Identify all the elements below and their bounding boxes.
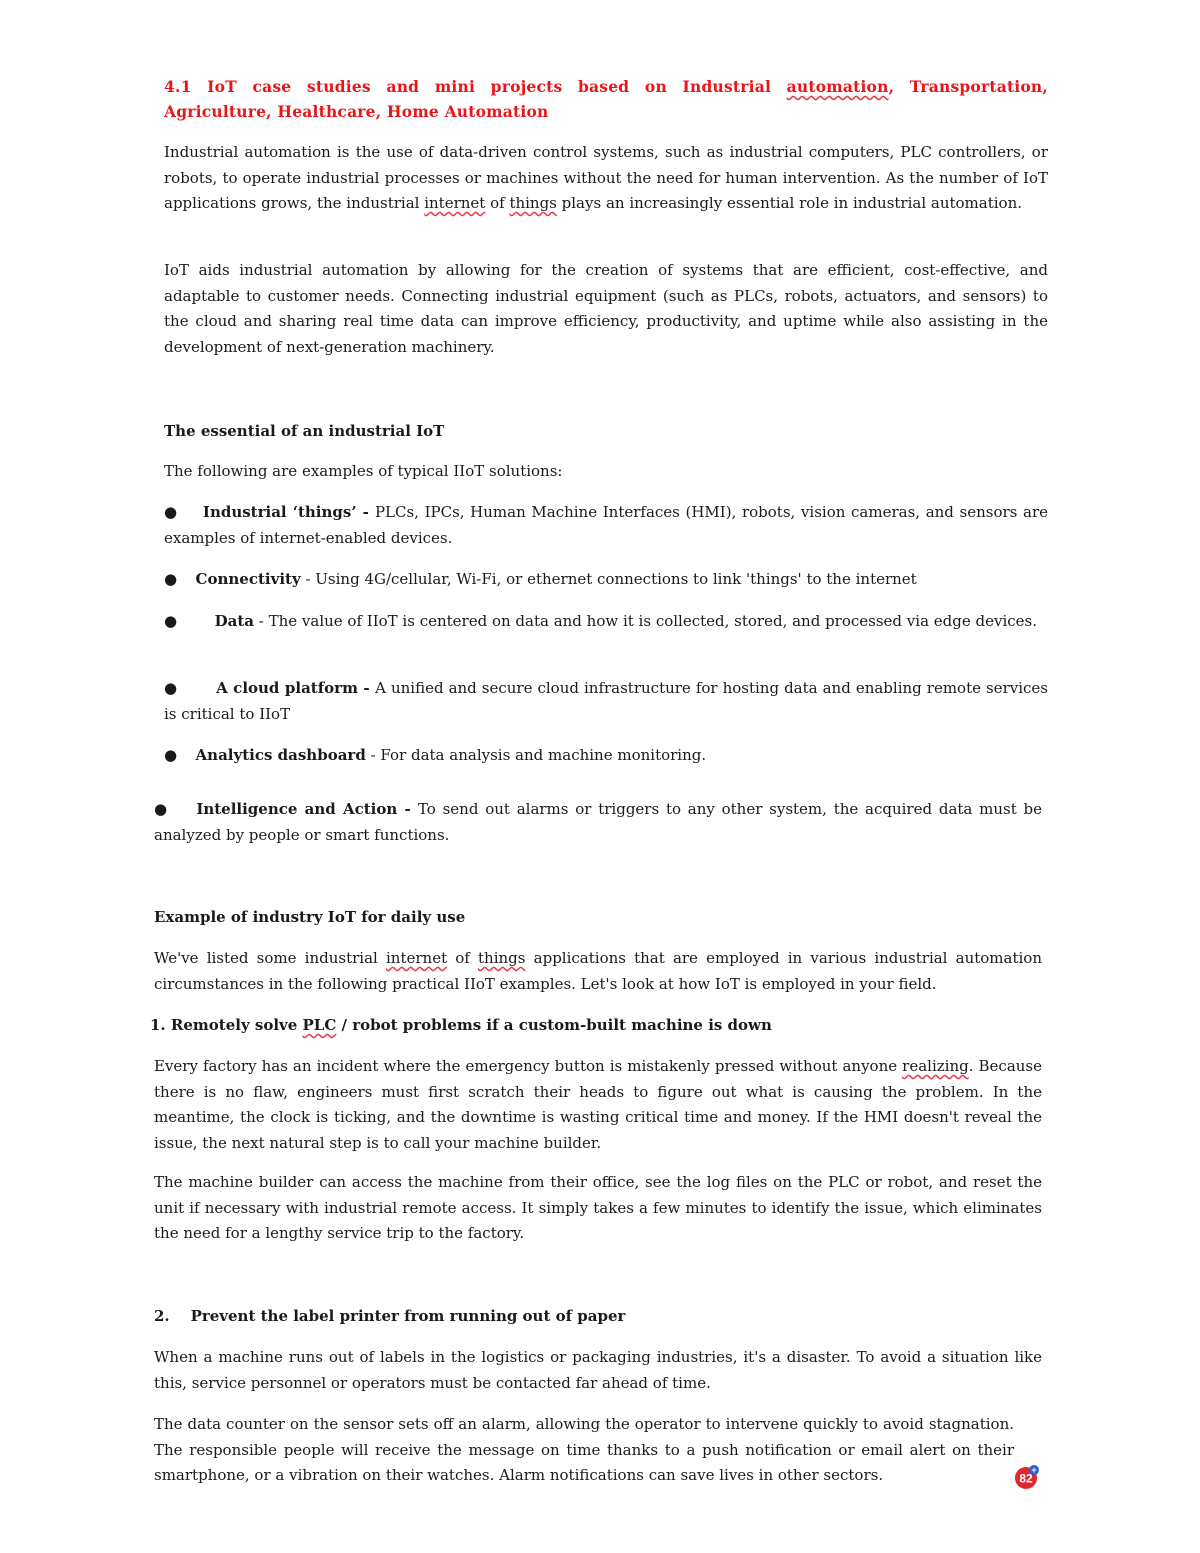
bullet-icon: ● bbox=[164, 503, 178, 521]
bullet-term: Connectivity bbox=[195, 570, 301, 588]
example-intro-things: things bbox=[478, 949, 526, 967]
bullet-term: Industrial ‘things’ - bbox=[202, 503, 375, 521]
case2-paragraph-2: The data counter on the sensor sets off an alarm, allowing the operator to intervene quickly to avoid stagnation. The responsible people will receive the message on time thanks to a push notification or email alert on their smartphone, or a vibration on their watches. Alarm notifications can save lives in other sectors. bbox=[154, 1415, 1014, 1484]
intro-p1-internet: internet bbox=[424, 194, 486, 212]
example-heading: Example of industry IoT for daily use bbox=[154, 908, 466, 926]
case2-heading-number: 2. bbox=[154, 1307, 170, 1325]
case1-p1-text: Every factory has an incident where the emergency button is mistakenly pressed without anyone bbox=[154, 1057, 903, 1075]
case1-heading-text-end: / robot problems if a custom-built machine is down bbox=[336, 1016, 772, 1034]
bullet-icon: ● bbox=[164, 746, 178, 764]
essential-heading: The essential of an industrial IoT bbox=[164, 422, 445, 440]
bullet-text: PLCs, IPCs, Human Machine Interfaces (HMI), robots, vision cameras, and sensors are examples of internet-enabled devices. bbox=[164, 503, 1048, 547]
bullet-text: To send out alarms or triggers to any other system, the acquired data must be analyzed by people or smart functions. bbox=[154, 800, 1042, 844]
bullet-text: A unified and secure cloud infrastructure for hosting data and enabling remote services is critical to IIoT bbox=[164, 679, 1048, 723]
bullet-term: Data bbox=[214, 612, 254, 630]
case1-p1-realizing: realizing bbox=[902, 1057, 969, 1075]
essential-intro: The following are examples of typical IIoT solutions: bbox=[164, 462, 563, 480]
badge-count: 82 bbox=[1019, 1471, 1033, 1486]
bullet-icon: ● bbox=[154, 800, 168, 818]
intro-p1-text-end: plays an increasingly essential role in industrial automation. bbox=[556, 194, 1023, 212]
intro-paragraph-2: IoT aids industrial automation by allowing for the creation of systems that are efficient, cost-effective, and adaptable to customer needs. Connecting industrial equipment (such as PLCs, robots, actuators, and sensors) to the cloud and sharing real time data can improve efficiency, productivity, and uptime while also assisting in the development of next-generation machinery. bbox=[164, 261, 1048, 356]
bullet-icon: ● bbox=[164, 679, 178, 697]
bullet-text: - For data analysis and machine monitoring. bbox=[365, 746, 707, 764]
section-title-text: 4.1 IoT case studies and mini projects based on Industrial bbox=[164, 77, 787, 96]
bullet-term: A cloud platform - bbox=[216, 679, 376, 697]
example-intro-text-end: applications that are employed in various industrial automation circumstances in the following practical IIoT examples. Let's look at how IoT is employed in your field. bbox=[154, 949, 1042, 993]
bullet-term: Analytics dashboard bbox=[195, 746, 366, 764]
bullet-text: - Using 4G/cellular, Wi-Fi, or ethernet connections to link 'things' to the internet bbox=[300, 570, 917, 588]
grammarly-badge-icon[interactable] bbox=[1014, 1464, 1040, 1490]
section-title-automation: automation bbox=[786, 77, 889, 96]
example-intro-internet: internet bbox=[386, 949, 448, 967]
section-title bbox=[164, 74, 1048, 124]
case1-paragraph-1 bbox=[154, 1054, 1042, 1156]
example-intro-text: We've listed some industrial bbox=[154, 949, 386, 967]
case2-heading bbox=[154, 1305, 1042, 1327]
bullet-item-analytics-dashboard bbox=[164, 743, 1048, 769]
bullet-item-connectivity bbox=[164, 567, 1048, 593]
bullet-icon: ● bbox=[164, 612, 178, 630]
case2-heading-text: Prevent the label printer from running out of paper bbox=[190, 1307, 626, 1325]
case1-paragraph-2: The machine builder can access the machine from their office, see the log files on the PLC or robot, and reset the unit if necessary with industrial remote access. It simply takes a few minutes to identify the issue, which eliminates the need for a lengthy service trip to the factory. bbox=[154, 1173, 1042, 1242]
case2-paragraph-1: When a machine runs out of labels in the logistics or packaging industries, it's a disaster. To avoid a situation like this, service personnel or operators must be contacted far ahead of time. bbox=[154, 1348, 1042, 1392]
bullet-item-intelligence-action bbox=[154, 797, 1042, 848]
intro-paragraph-1 bbox=[164, 140, 1048, 217]
case1-heading-plc: PLC bbox=[302, 1016, 337, 1034]
bullet-item-data bbox=[164, 609, 1048, 635]
example-intro bbox=[154, 946, 1042, 997]
bullet-text: - The value of IIoT is centered on data and how it is collected, stored, and processed via edge devices. bbox=[253, 612, 1038, 630]
case1-p1-text-end: . Because there is no flaw, engineers must first scratch their heads to figure out what is causing the problem. In the meantime, the clock is ticking, and the downtime is wasting critical time and money. If the HMI doesn't reveal the issue, the next natural step is to call your machine builder. bbox=[154, 1057, 1042, 1152]
intro-p1-text: Industrial automation is the use of data-driven control systems, such as industrial computers, PLC controllers, or robots, to operate industrial processes or machines without the need for human intervention. As the number of IoT applications grows, the industrial bbox=[164, 143, 1048, 212]
intro-p1-of: of bbox=[485, 194, 510, 212]
case1-heading bbox=[150, 1014, 1042, 1036]
bullet-icon: ● bbox=[164, 570, 178, 588]
example-intro-of: of bbox=[447, 949, 479, 967]
case1-heading-text: 1. Remotely solve bbox=[150, 1016, 303, 1034]
bullet-item-industrial-things bbox=[164, 500, 1048, 551]
section-title-text-end: , Transportation, Agriculture, Healthcare, Home Automation bbox=[164, 77, 1048, 121]
intro-p1-things: things bbox=[509, 194, 557, 212]
badge-plus-icon: + bbox=[1031, 1465, 1037, 1475]
bullet-term: Intelligence and Action - bbox=[196, 800, 418, 818]
bullet-item-cloud-platform bbox=[164, 676, 1048, 727]
